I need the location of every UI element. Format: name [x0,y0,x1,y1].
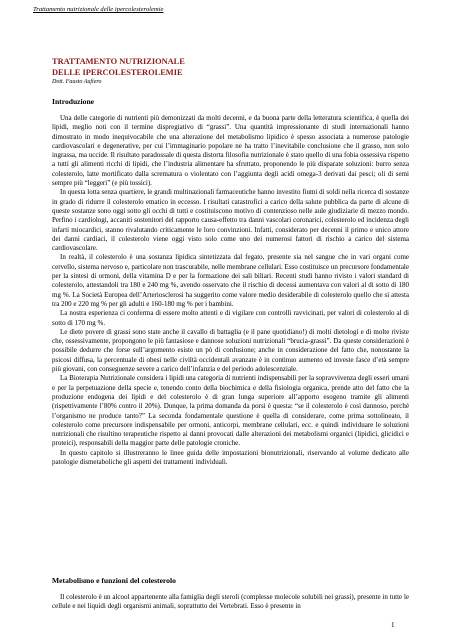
metabolism-body [52,593,409,612]
author-name: Dott. Fausto Aufiero [52,79,102,85]
title-line-2: DELLE IPERCOLESTEROLEMIE [52,67,183,77]
paragraph: In questo capitolo si illustreranno le linee guida delle impostazioni bionutrizionali, riservando al volume dedicato alle patologie dismetaboliche gli aspetti dei trattamenti individuali. [52,448,409,466]
paragraph: La nostra esperienza ci conferma di essere molto attenti e di vigilare con controlli ravvicinati, per valori di colesterolo al di sotto di 170 mg %. [52,309,409,327]
intro-body [52,114,409,467]
paragraph: In questa lotta senza quartiere, le grandi multinazionali farmaceutiche hanno investito fiumi di soldi nella ricerca di sostanze in grado di ridurre il colesterolo ematico in eccesso. I risultati catastrofici a carico della salute pubblica da parte di alcune di queste sostanze sono oggi sotto gli occhi di tutti e costituiscono motivo di contenzioso nelle aule giudiziarie di mezzo mondo. Perfino i cardiologi, accaniti sostenitori del rapporto causa-effetto tra danni vascolari coronarici, colesterolo ed incidenza degli infarti miocardici, stanno rivalutando criticamente le loro convinzioni. Infatti, considerato per decenni il primo e unico attore dei danni cardiaci, il colesterolo viene oggi visto solo come uno dei numerosi fattori di rischio a carico del sistema cardiovascolare. [52,188,409,253]
paragraph: Una delle categorie di nutrienti più demonizzati da molti decenni, e da buona parte della letteratura scientifica, è quella dei lipidi, meglio noti con il termine dispregiativo di “grassi”. Una quantità impressionante di studi internazionali hanno dimostrato in modo inequivocabile che una alterazione del metabolismo lipidico è spesso associata a numerose patologie cardiovascolari e degenerative, per cui l’immaginario popolare ne ha tratto l’inevitabile conclusione che il grasso, non solo ingrassa, ma uccide. Il risultato paradossale di questa distorta filosofia nutrizionale è stato quello di una fobia ossessiva rispetto a tutti gli alimenti ricchi di lipidi, che l’industria alimentare ha sfruttato, proponendo le più disparate soluzioni: burro senza colesterolo, latte mortificato dalla scrematura o violentato con l’aggiunta degli acidi omega-3 derivati dai pesci; oli di semi sempre più “leggeri” (e più tossici). [52,114,409,188]
running-header: Trattamento nutrizionale delle ipercolesterolemie [33,6,164,13]
paragraph: Le diete povere di grassi sono state anche il cavallo di battaglia (e il pane quotidiano!) di molti dietologi e di molte riviste che, ossessivamente, propongono le più fantasiose e dannose soluzioni nutrizionali “brucia-grassi”. Da queste considerazioni è possibile dedurre che forse sull’argomento esiste un pò di confusione; anche in considerazione del fatto che, nonostante la psicosi diffusa, la percentuale di obesi nelle civiltà occidentali avanzate è in continuo aumento ed investe fasce d’età sempre più giovani, con conseguenze severe a carico dell’infanzia e del periodo adolescenziale. [52,327,409,374]
paragraph: In realtà, il colesterolo è una sostanza lipidica sintetizzata dal fegato, presente sia nel sangue che in vari organi come cervello, sistema nervoso e, particolare non trascurabile, nelle membrane cellulari. Esso costituisce un precursore fondamentale per la sintesi di ormoni, della vitamina D e per la formazione dei sali biliari. Recenti studi hanno rivisto i valori standard di colesterolo, attestandoli tra 180 e 240 mg %, avendo osservato che il rischio di decessi aumentava con valori al di sotto di 180 mg %. La Società Europea dell’Arteriosclerosi ha suggerito come valore medio desiderabile di colesterolo quello che si attesta tra 200 e 220 mg % per gli adulti e 160-180 mg % per i bambini. [52,253,409,308]
section-heading-metabolismo: Metabolismo e funzioni del colesterolo [52,576,176,585]
section-heading-introduzione: Introduzione [52,97,95,106]
title-line-1: TRATTAMENTO NUTRIZIONALE [52,57,185,66]
page-number: 1 [391,621,395,629]
paragraph: La Bioterapia Nutrizionale considera i lipidi una categoria di nutrienti indispensabili per la sopravvivenza degli esseri umani e per la perpetuazione della specie e, tenendo conto della biochimica e della fisiologia organica, prende atto del fatto che la produzione endogena dei lipidi e del colesterolo è di gran lunga superiore all’apporto esogeno tramite gli alimenti (rispettivamente l’80% contro il 20%). Dunque, la prima domanda da porsi è questa: “se il colesterolo è così dannoso, perché l’organismo ne produce tanto?” La seconda fondamentale questione è quella di considerare, come prima sottolineato, il colesterolo come precursore indispensabile per ormoni, anticorpi, membrane cellulari, ecc. e quindi individuare le soluzioni nutrizionali che risultino terapeutiche rispetto ai danni provocati dalle alterazioni dei metabolismi organici (lipidici, glicidici e proteici), responsabili della maggior parte delle patologie croniche. [52,374,409,448]
document-title [52,57,412,78]
paragraph: Il colesterolo è un alcool appartenente alla famiglia degli steroli (complesse molecole solubili nei grassi), presente in tutte le cellule e nei liquidi degli organismi animali, soprattutto dei Vertebrati. Esso è presente in [52,593,409,611]
